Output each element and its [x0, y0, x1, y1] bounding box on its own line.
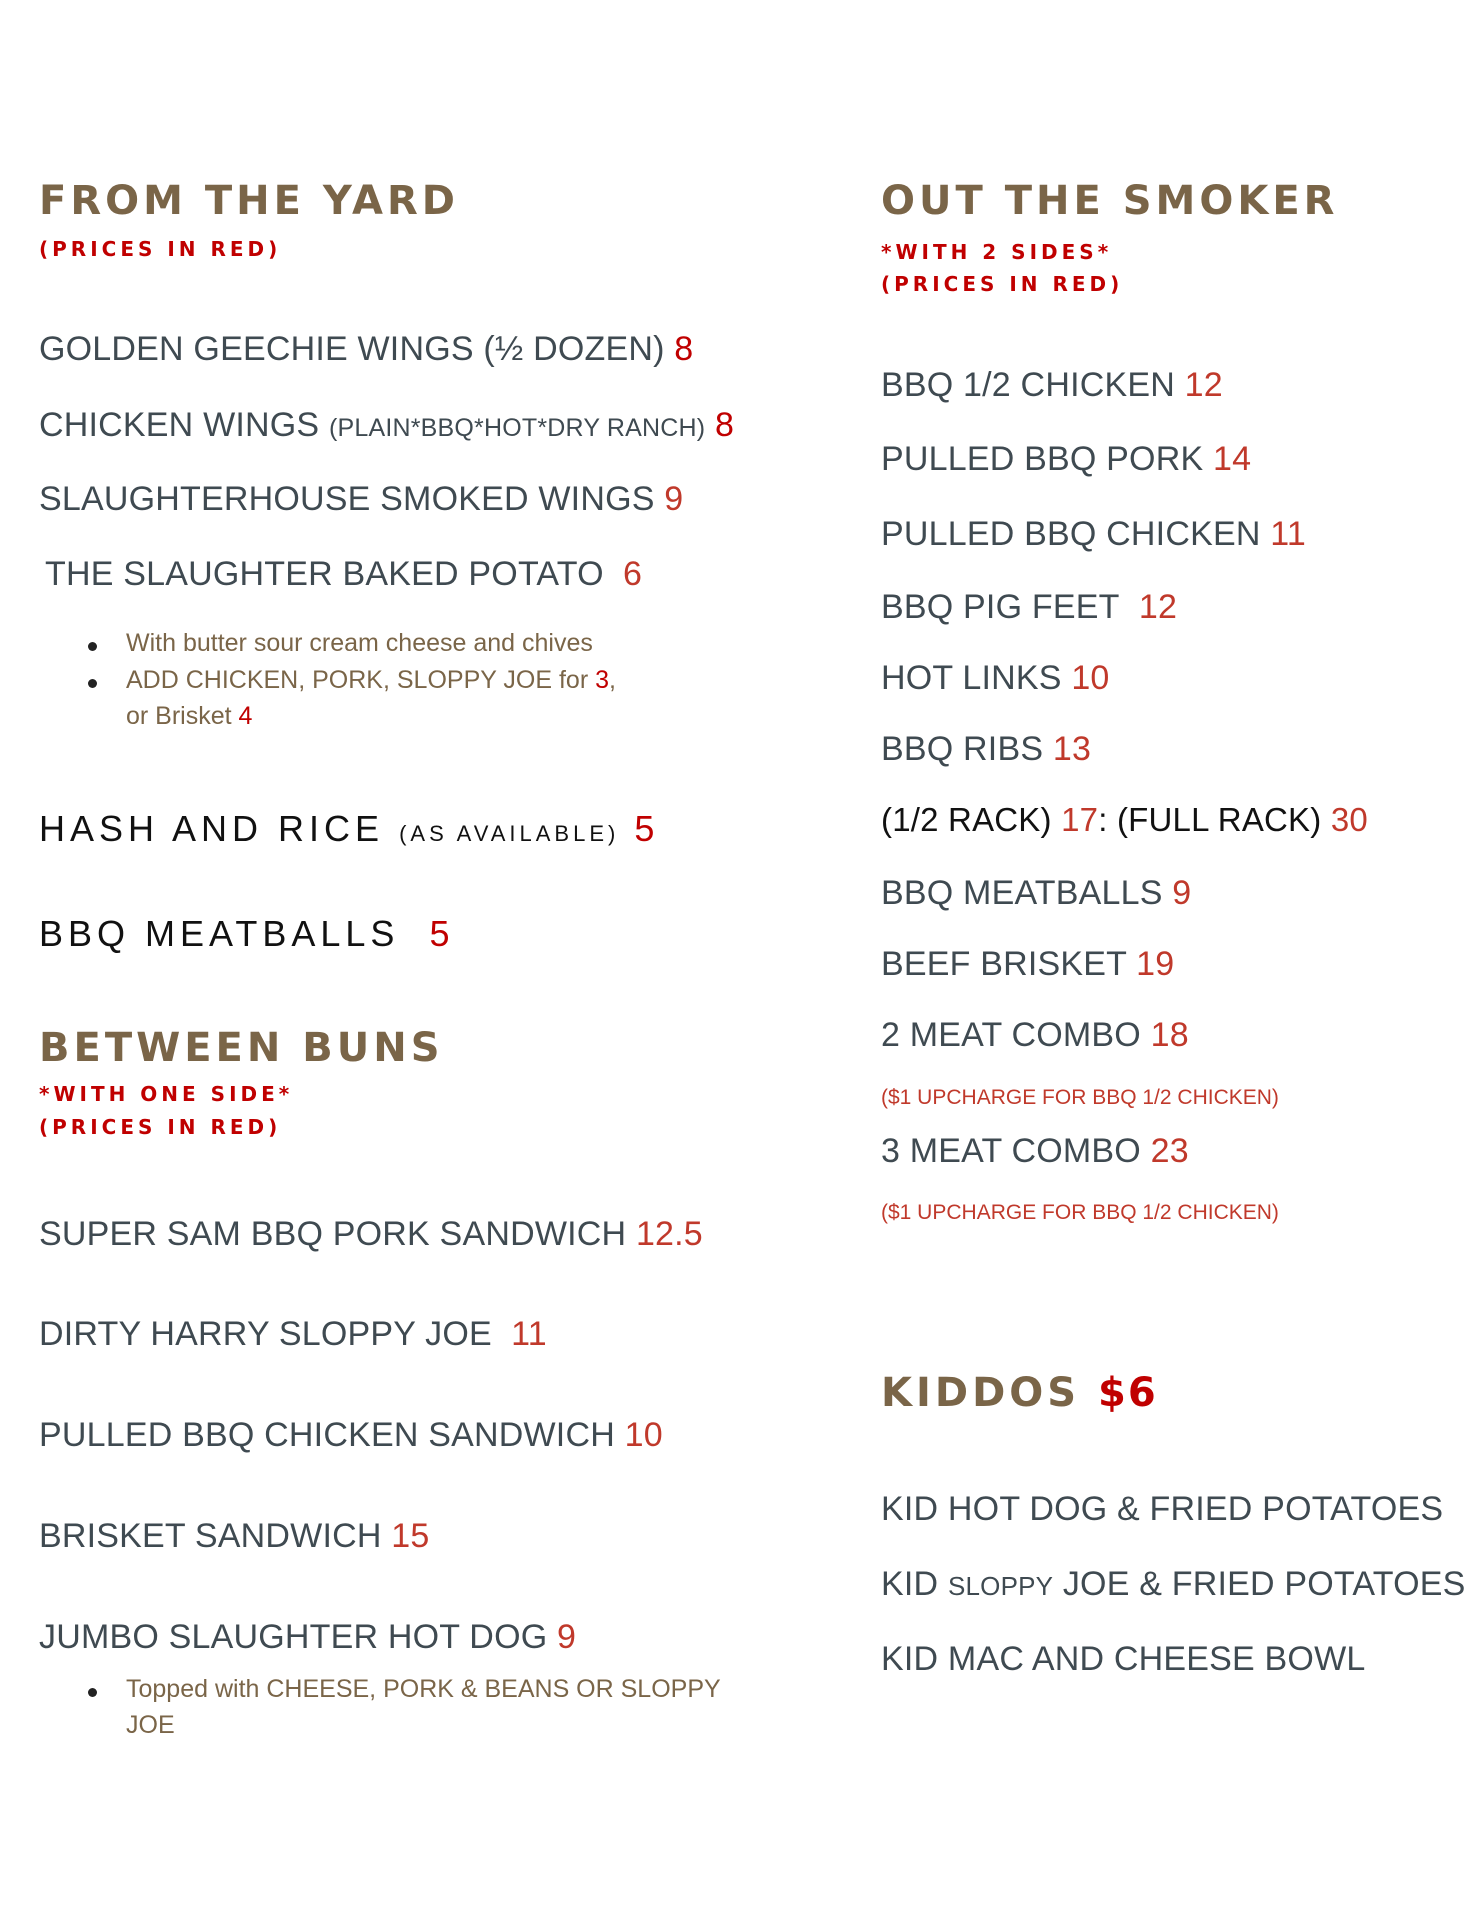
item-price: 6	[623, 555, 643, 593]
bullet-comma: ,	[609, 666, 616, 694]
item-name: PULLED BBQ PORK	[881, 440, 1204, 478]
item-name: PULLED BBQ CHICKEN SANDWICH	[39, 1416, 615, 1454]
menu-item-slaughterhouse-smoked-wings	[39, 480, 683, 519]
item-name: BBQ MEATBALLS	[39, 913, 400, 954]
item-price: 11	[1270, 515, 1306, 553]
upcharge-note: ($1 UPCHARGE FOR BBQ 1/2 CHICKEN)	[881, 1201, 1279, 1224]
rack-full-label: (FULL RACK)	[1116, 801, 1322, 838]
item-price: 8	[674, 330, 694, 368]
menu-item-rack-prices	[881, 801, 1368, 839]
item-price: 13	[1052, 730, 1092, 768]
menu-item-kid-mac-and-cheese: KID MAC AND CHEESE BOWL	[881, 1640, 1366, 1678]
bullet-hot-dog-toppings	[126, 1675, 721, 1704]
bullet-dot	[88, 679, 97, 688]
menu-item-hot-links	[881, 659, 1110, 698]
item-name: BRISKET SANDWICH	[39, 1517, 382, 1555]
section-title-between-buns: BETWEEN BUNS	[39, 1025, 444, 1071]
item-name-part: KID	[881, 1565, 948, 1603]
menu-item-golden-geechie-wings	[39, 330, 693, 369]
item-name: PULLED BBQ CHICKEN	[881, 515, 1261, 553]
bullet-hot-dog-toppings-cont	[126, 1711, 175, 1740]
item-price: 9	[557, 1618, 577, 1656]
item-detail: (PLAIN*BBQ*HOT*DRY RANCH)	[328, 414, 706, 442]
item-price: 11	[511, 1315, 547, 1353]
menu-item-pulled-bbq-pork	[881, 440, 1251, 479]
item-name: BBQ 1/2 CHICKEN	[881, 366, 1175, 404]
item-price: 15	[391, 1517, 430, 1555]
menu-item-super-sam	[39, 1215, 703, 1254]
section-subtitle: (PRICES IN RED)	[39, 237, 282, 261]
item-name: CHICKEN WINGS	[39, 406, 320, 444]
item-name: SUPER SAM BBQ PORK SANDWICH	[39, 1215, 627, 1253]
item-name: BEEF BRISKET	[881, 945, 1127, 983]
bullet-add-brisket	[126, 702, 252, 731]
bullet-text: or Brisket	[126, 702, 232, 730]
kiddos-price: $6	[1098, 1370, 1158, 1416]
item-price: 14	[1213, 440, 1252, 478]
rack-full-price: 30	[1330, 801, 1368, 838]
menu-item-chicken-wings	[39, 406, 734, 445]
section-title-kiddos	[881, 1370, 1158, 1416]
menu-item-kid-hot-dog: KID HOT DOG & FRIED POTATOES	[881, 1490, 1444, 1528]
menu-item-bbq-half-chicken	[881, 366, 1223, 405]
item-name: BBQ MEATBALLS	[881, 874, 1163, 912]
bullet-price: 4	[238, 702, 253, 730]
section-subtitle: *WITH ONE SIDE*	[39, 1082, 294, 1106]
section-subtitle: *WITH 2 SIDES*	[881, 240, 1113, 264]
item-name: SLAUGHTERHOUSE SMOKED WINGS	[39, 480, 655, 518]
section-subtitle: (PRICES IN RED)	[881, 272, 1124, 296]
bullet-text: Topped with CHEESE, PORK & BEANS OR SLOPPY	[126, 1675, 721, 1703]
section-subtitle: (PRICES IN RED)	[39, 1115, 282, 1139]
item-name: HASH AND RICE	[39, 808, 385, 849]
rack-half-price: 17	[1061, 801, 1099, 838]
bullet-text: With butter sour cream cheese and chives	[126, 629, 593, 657]
menu-item-3-meat-combo	[881, 1132, 1189, 1171]
item-price: 8	[714, 406, 735, 444]
bullet-potato-toppings	[126, 629, 593, 658]
menu-item-pulled-bbq-chicken-sandwich	[39, 1416, 663, 1455]
menu-item-bbq-pig-feet	[881, 588, 1177, 627]
menu-item-pulled-bbq-chicken	[881, 515, 1306, 554]
bullet-dot	[88, 1688, 97, 1697]
bullet-dot	[88, 642, 97, 651]
menu-item-brisket-sandwich	[39, 1517, 430, 1556]
menu-item-hash-and-rice	[39, 808, 654, 850]
menu-item-bbq-meatballs-yard	[39, 913, 449, 955]
kiddos-title-text: KIDDOS	[881, 1370, 1081, 1416]
section-title-from-the-yard: FROM THE YARD	[39, 178, 459, 224]
item-price: 12	[1184, 366, 1223, 404]
bullet-text: ADD CHICKEN, PORK, SLOPPY JOE for	[126, 666, 589, 694]
menu-item-bbq-ribs	[881, 730, 1091, 769]
menu-item-bbq-meatballs-smoker	[881, 874, 1191, 913]
item-availability: (AS AVAILABLE)	[399, 821, 620, 846]
bullet-text: JOE	[126, 1711, 175, 1739]
menu-item-beef-brisket	[881, 945, 1174, 984]
item-price: 5	[429, 913, 450, 954]
rack-half-label: (1/2 RACK)	[881, 801, 1052, 838]
item-name: HOT LINKS	[881, 659, 1062, 697]
item-name: DIRTY HARRY SLOPPY JOE	[39, 1315, 492, 1353]
item-name-small: SLOPPY	[947, 1571, 1054, 1601]
item-name: 3 MEAT COMBO	[881, 1132, 1141, 1170]
item-price: 12.5	[635, 1215, 703, 1253]
rack-separator: :	[1098, 801, 1108, 838]
bullet-add-meat	[126, 666, 616, 695]
menu-item-2-meat-combo	[881, 1016, 1189, 1055]
item-name: BBQ PIG FEET	[881, 588, 1120, 626]
item-name: THE SLAUGHTER BAKED POTATO	[45, 555, 604, 593]
item-price: 10	[624, 1416, 663, 1454]
item-price: 9	[664, 480, 684, 518]
item-price: 9	[1172, 874, 1192, 912]
item-price: 19	[1136, 945, 1175, 983]
item-price: 12	[1138, 588, 1178, 626]
item-name: JUMBO SLAUGHTER HOT DOG	[39, 1618, 548, 1656]
section-title-out-the-smoker: OUT THE SMOKER	[881, 178, 1339, 224]
item-name: GOLDEN GEECHIE WINGS (½ DOZEN)	[39, 330, 665, 368]
item-name-part: JOE & FRIED POTATOES	[1053, 1565, 1466, 1603]
menu-item-jumbo-hot-dog	[39, 1618, 576, 1657]
item-price: 10	[1071, 659, 1110, 697]
item-price: 5	[634, 808, 655, 849]
menu-item-dirty-harry	[39, 1315, 547, 1354]
bullet-price: 3	[595, 666, 610, 694]
menu-item-baked-potato	[45, 555, 642, 594]
upcharge-note: ($1 UPCHARGE FOR BBQ 1/2 CHICKEN)	[881, 1086, 1279, 1109]
menu-item-kid-sloppy-joe	[881, 1565, 1465, 1604]
item-price: 18	[1150, 1016, 1189, 1054]
item-name: 2 MEAT COMBO	[881, 1016, 1141, 1054]
item-price: 23	[1150, 1132, 1189, 1170]
item-name: BBQ RIBS	[881, 730, 1044, 768]
